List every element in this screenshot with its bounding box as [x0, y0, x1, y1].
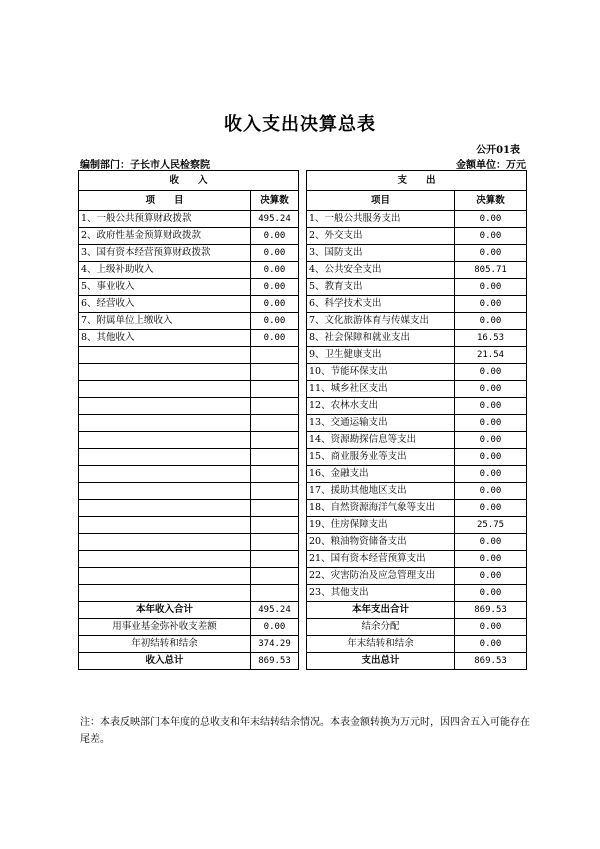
- summary-row: [79, 653, 527, 670]
- table-row: [79, 347, 527, 364]
- expense-item: 19、住房保障支出: [307, 517, 455, 534]
- income-amount: [251, 466, 299, 483]
- expense-item: 10、节能环保支出: [307, 364, 455, 381]
- income-amount: 0.00: [251, 330, 299, 347]
- table-row: [79, 585, 527, 602]
- expense-item: 18、自然资源海洋气象等支出: [307, 500, 455, 517]
- column-gap: [299, 191, 307, 211]
- income-amount: 0.00: [251, 245, 299, 262]
- expense-item: 9、卫生健康支出: [307, 347, 455, 364]
- expense-item: 6、科学技术支出: [307, 296, 455, 313]
- income-amount: [251, 398, 299, 415]
- column-gap: [299, 347, 307, 364]
- expense-amount: 0.00: [455, 432, 527, 449]
- column-gap: [299, 228, 307, 245]
- expense-amount: 0.00: [455, 568, 527, 585]
- column-gap: [299, 653, 307, 670]
- expense-item: 20、粮油物资储备支出: [307, 534, 455, 551]
- expense-amount: 0.00: [455, 228, 527, 245]
- expense-amount: 0.00: [455, 449, 527, 466]
- expense-summary-label: 结余分配: [307, 619, 455, 636]
- income-amount: [251, 449, 299, 466]
- income-item: [79, 585, 251, 602]
- expense-amount: 21.54: [455, 347, 527, 364]
- table-row: [79, 483, 527, 500]
- column-gap: [299, 483, 307, 500]
- table-row: [79, 415, 527, 432]
- column-gap: [299, 449, 307, 466]
- expense-item: 16、金融支出: [307, 466, 455, 483]
- column-gap: [299, 517, 307, 534]
- currency-unit-label: 金额单位：万元: [456, 160, 526, 171]
- income-amount: [251, 585, 299, 602]
- summary-row: [79, 602, 527, 619]
- expense-summary-amount: 869.53: [455, 602, 527, 619]
- column-gap: [299, 636, 307, 653]
- table-row: [79, 228, 527, 245]
- income-item: [79, 568, 251, 585]
- income-amount: 0.00: [251, 296, 299, 313]
- column-gap: [299, 364, 307, 381]
- income-amount: 495.24: [251, 211, 299, 228]
- table-row: [79, 449, 527, 466]
- expense-amount: 0.00: [455, 381, 527, 398]
- table-row: [79, 398, 527, 415]
- table-row: [79, 534, 527, 551]
- income-amount: 0.00: [251, 228, 299, 245]
- table-row: [79, 245, 527, 262]
- income-item: 3、国有资本经营预算财政拨款: [79, 245, 251, 262]
- column-gap: [299, 534, 307, 551]
- table-row: [79, 381, 527, 398]
- table-row: [79, 279, 527, 296]
- expense-item: 23、其他支出: [307, 585, 455, 602]
- expense-item: 14、资源勘探信息等支出: [307, 432, 455, 449]
- income-item: [79, 364, 251, 381]
- expense-item: 17、援助其他地区支出: [307, 483, 455, 500]
- column-gap: [299, 602, 307, 619]
- column-gap: [299, 415, 307, 432]
- income-expense-table: [78, 170, 527, 670]
- department-label: 编制部门：子长市人民检察院: [80, 160, 210, 171]
- income-summary-amount: 495.24: [251, 602, 299, 619]
- expense-summary-amount: 0.00: [455, 636, 527, 653]
- income-amount: [251, 432, 299, 449]
- summary-row: [79, 636, 527, 653]
- expense-summary-amount: 0.00: [455, 619, 527, 636]
- expense-item: 12、农林水支出: [307, 398, 455, 415]
- expense-amount: 0.00: [455, 585, 527, 602]
- column-gap: [299, 381, 307, 398]
- income-summary-amount: 869.53: [251, 653, 299, 670]
- expense-amount: 0.00: [455, 551, 527, 568]
- expense-amount-header: 决算数: [455, 191, 527, 211]
- table-row: [79, 551, 527, 568]
- income-amount: [251, 347, 299, 364]
- income-summary-amount: 374.29: [251, 636, 299, 653]
- income-item: [79, 534, 251, 551]
- expense-item: 1、一般公共服务支出: [307, 211, 455, 228]
- table-row: [79, 262, 527, 279]
- expense-summary-amount: 869.53: [455, 653, 527, 670]
- expense-item: 7、文化旅游体育与传媒支出: [307, 313, 455, 330]
- income-amount: 0.00: [251, 262, 299, 279]
- income-item: [79, 517, 251, 534]
- expense-item: 4、公共安全支出: [307, 262, 455, 279]
- income-amount: [251, 483, 299, 500]
- income-item: 7、附属单位上缴收入: [79, 313, 251, 330]
- income-item: 6、经营收入: [79, 296, 251, 313]
- expense-item: 11、城乡社区支出: [307, 381, 455, 398]
- expense-amount: 805.71: [455, 262, 527, 279]
- income-item: 5、事业收入: [79, 279, 251, 296]
- income-amount: [251, 517, 299, 534]
- expense-item: 5、教育支出: [307, 279, 455, 296]
- expense-amount: 16.53: [455, 330, 527, 347]
- expense-item: 2、外交支出: [307, 228, 455, 245]
- income-item: [79, 466, 251, 483]
- income-item: [79, 432, 251, 449]
- expense-item: 3、国防支出: [307, 245, 455, 262]
- section-header-row: [79, 171, 527, 191]
- column-gap: [299, 330, 307, 347]
- column-gap: [299, 398, 307, 415]
- table-row: [79, 313, 527, 330]
- expense-item: 15、商业服务业等支出: [307, 449, 455, 466]
- column-gap: [299, 279, 307, 296]
- column-gap: [299, 262, 307, 279]
- income-amount: [251, 551, 299, 568]
- expense-amount: 0.00: [455, 313, 527, 330]
- column-gap: [299, 313, 307, 330]
- column-gap: [299, 585, 307, 602]
- income-item: 4、上级补助收入: [79, 262, 251, 279]
- column-gap: [299, 211, 307, 228]
- expense-section-header: 支 出: [307, 171, 527, 191]
- expense-amount: 0.00: [455, 245, 527, 262]
- income-item: 8、其他收入: [79, 330, 251, 347]
- expense-amount: 0.00: [455, 364, 527, 381]
- table-row: [79, 364, 527, 381]
- income-item: [79, 551, 251, 568]
- income-amount: [251, 534, 299, 551]
- page-title: 收入支出决算总表: [224, 114, 376, 135]
- expense-amount: 0.00: [455, 296, 527, 313]
- table-row: [79, 330, 527, 347]
- expense-summary-label: 支出总计: [307, 653, 455, 670]
- table-row: [79, 296, 527, 313]
- income-item-header: 项 目: [79, 191, 251, 211]
- column-header-row: [79, 191, 527, 211]
- income-summary-amount: 0.00: [251, 619, 299, 636]
- expense-item-header: 项目: [307, 191, 455, 211]
- income-item: [79, 500, 251, 517]
- column-gap: [299, 568, 307, 585]
- expense-item: 13、交通运输支出: [307, 415, 455, 432]
- income-item: [79, 381, 251, 398]
- income-amount: 0.00: [251, 313, 299, 330]
- income-amount: [251, 500, 299, 517]
- income-item: [79, 398, 251, 415]
- column-gap: [299, 500, 307, 517]
- income-item: 1、一般公共预算财政拨款: [79, 211, 251, 228]
- expense-amount: 0.00: [455, 500, 527, 517]
- expense-amount: 0.00: [455, 211, 527, 228]
- column-gap: [299, 171, 307, 191]
- income-item: 2、政府性基金预算财政拨款: [79, 228, 251, 245]
- expense-amount: 25.75: [455, 517, 527, 534]
- column-gap: [299, 551, 307, 568]
- income-amount: [251, 568, 299, 585]
- income-amount: [251, 364, 299, 381]
- expense-amount: 0.00: [455, 415, 527, 432]
- income-amount-header: 决算数: [251, 191, 299, 211]
- income-section-header: 收 入: [79, 171, 299, 191]
- column-gap: [299, 619, 307, 636]
- income-item: [79, 483, 251, 500]
- footnote: 注：本表反映部门本年度的总收支和年末结转结余情况。本表金额转换为万元时，因四舍五入可能存在尾差。: [80, 717, 530, 745]
- table-row: [79, 568, 527, 585]
- income-summary-label: 本年收入合计: [79, 602, 251, 619]
- table-row: [79, 500, 527, 517]
- table-row: [79, 466, 527, 483]
- income-amount: [251, 381, 299, 398]
- column-gap: [299, 432, 307, 449]
- expense-amount: 0.00: [455, 483, 527, 500]
- table-row: [79, 211, 527, 228]
- form-number: 公开01表: [476, 145, 520, 156]
- income-summary-label: 用事业基金弥补收支差额: [79, 619, 251, 636]
- expense-summary-label: 年末结转和结余: [307, 636, 455, 653]
- expense-amount: 0.00: [455, 466, 527, 483]
- expense-item: 8、社会保障和就业支出: [307, 330, 455, 347]
- table-row: [79, 517, 527, 534]
- expense-item: 21、国有资本经营预算支出: [307, 551, 455, 568]
- table-row: [79, 432, 527, 449]
- column-gap: [299, 245, 307, 262]
- expense-amount: 0.00: [455, 279, 527, 296]
- income-summary-label: 收入总计: [79, 653, 251, 670]
- income-item: [79, 449, 251, 466]
- income-summary-label: 年初结转和结余: [79, 636, 251, 653]
- income-item: [79, 415, 251, 432]
- expense-amount: 0.00: [455, 534, 527, 551]
- expense-amount: 0.00: [455, 398, 527, 415]
- expense-item: 22、灾害防治及应急管理支出: [307, 568, 455, 585]
- summary-row: [79, 619, 527, 636]
- income-amount: [251, 415, 299, 432]
- expense-summary-label: 本年支出合计: [307, 602, 455, 619]
- income-item: [79, 347, 251, 364]
- column-gap: [299, 466, 307, 483]
- column-gap: [299, 296, 307, 313]
- income-amount: 0.00: [251, 279, 299, 296]
